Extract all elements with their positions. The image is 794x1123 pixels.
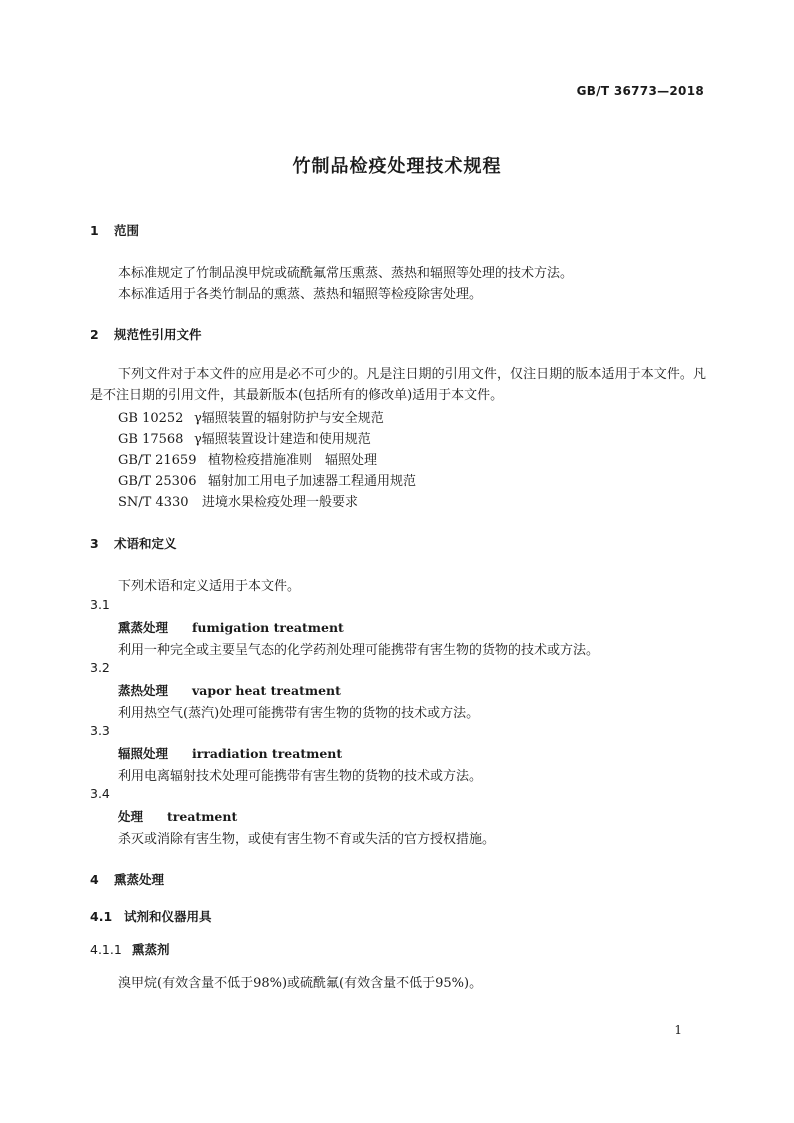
term-heading [118,744,342,762]
term-heading [118,681,341,699]
subsection-number: 4.1 [90,909,113,924]
term-en: vapor heat treatment [192,683,341,698]
term-definition: 利用热空气(蒸汽)处理可能携带有害生物的货物的技术或方法。 [118,706,480,721]
reference-item [118,470,416,489]
term-en: irradiation treatment [192,746,343,761]
reference-item [118,449,377,468]
reference-title: 植物检疫措施准则 辐照处理 [208,453,378,468]
reference-item [118,491,358,510]
subsection-title: 熏蒸剂 [132,942,170,957]
reference-code: GB/T 21659 [118,453,197,468]
document-title: 竹制品检疫处理技术规程 [292,156,502,177]
term-en: fumigation treatment [192,620,344,635]
document-code: GB/T 36773—2018 [576,84,704,98]
term-number: 3.4 [90,786,110,801]
term-en: treatment [167,809,238,824]
subsection-title: 试剂和仪器用具 [124,909,212,924]
subsection-number: 4.1.1 [90,942,122,957]
section-number: 2 [90,327,99,342]
term-definition: 利用一种完全或主要呈气态的化学药剂处理可能携带有害生物的货物的技术或方法。 [118,643,600,658]
paragraph: 溴甲烷(有效含量不低于98%)或硫酰氟(有效含量不低于95%)。 [118,976,483,991]
term-number: 3.3 [90,723,110,738]
section-title: 术语和定义 [114,536,177,551]
paragraph: 本标准适用于各类竹制品的熏蒸、蒸热和辐照等检疫除害处理。 [118,287,483,302]
section-2-heading [90,325,202,343]
subsection-4-1-1-heading [90,940,170,958]
term-number: 3.1 [90,597,110,612]
reference-code: GB 17568 [118,432,184,447]
section-number: 3 [90,536,99,551]
reference-title: γ辐照装置的辐射防护与安全规范 [194,411,384,426]
section-number: 4 [90,872,99,887]
reference-item [118,428,371,447]
reference-title: 进境水果检疫处理一般要求 [202,495,359,510]
term-definition: 利用电离辐射技术处理可能携带有害生物的货物的技术或方法。 [118,769,483,784]
term-zh: 辐照处理 [118,746,169,761]
paragraph: 本标准规定了竹制品溴甲烷或硫酰氟常压熏蒸、蒸热和辐照等处理的技术方法。 [118,266,574,281]
paragraph: 下列文件对于本文件的应用是必不可少的。凡是注日期的引用文件，仅注日期的版本适用于本文件。凡是不注日期的引用文件，其最新版本(包括所有的修改单)适用于本文件。 [90,367,706,403]
term-heading [118,807,237,825]
section-1-heading [90,221,139,239]
section-title: 熏蒸处理 [114,872,165,887]
section-title: 范围 [114,223,140,238]
term-number: 3.2 [90,660,110,675]
term-definition: 杀灭或消除有害生物，或使有害生物不育或失活的官方授权措施。 [118,832,496,847]
term-zh: 熏蒸处理 [118,620,169,635]
reference-title: γ辐照装置设计建造和使用规范 [194,432,371,447]
term-heading [118,618,344,636]
term-zh: 处理 [118,809,144,824]
subsection-4-1-heading [90,907,212,925]
reference-item [118,407,384,426]
section-title: 规范性引用文件 [114,327,202,342]
reference-code: SN/T 4330 [118,495,189,510]
section-4-heading [90,870,164,888]
paragraph: 下列术语和定义适用于本文件。 [118,579,301,594]
reference-code: GB/T 25306 [118,474,197,489]
page-number: 1 [674,1023,682,1037]
section-3-heading [90,534,177,552]
section-number: 1 [90,223,99,238]
term-zh: 蒸热处理 [118,683,169,698]
reference-code: GB 10252 [118,411,184,426]
reference-title: 辐射加工用电子加速器工程通用规范 [208,474,417,489]
